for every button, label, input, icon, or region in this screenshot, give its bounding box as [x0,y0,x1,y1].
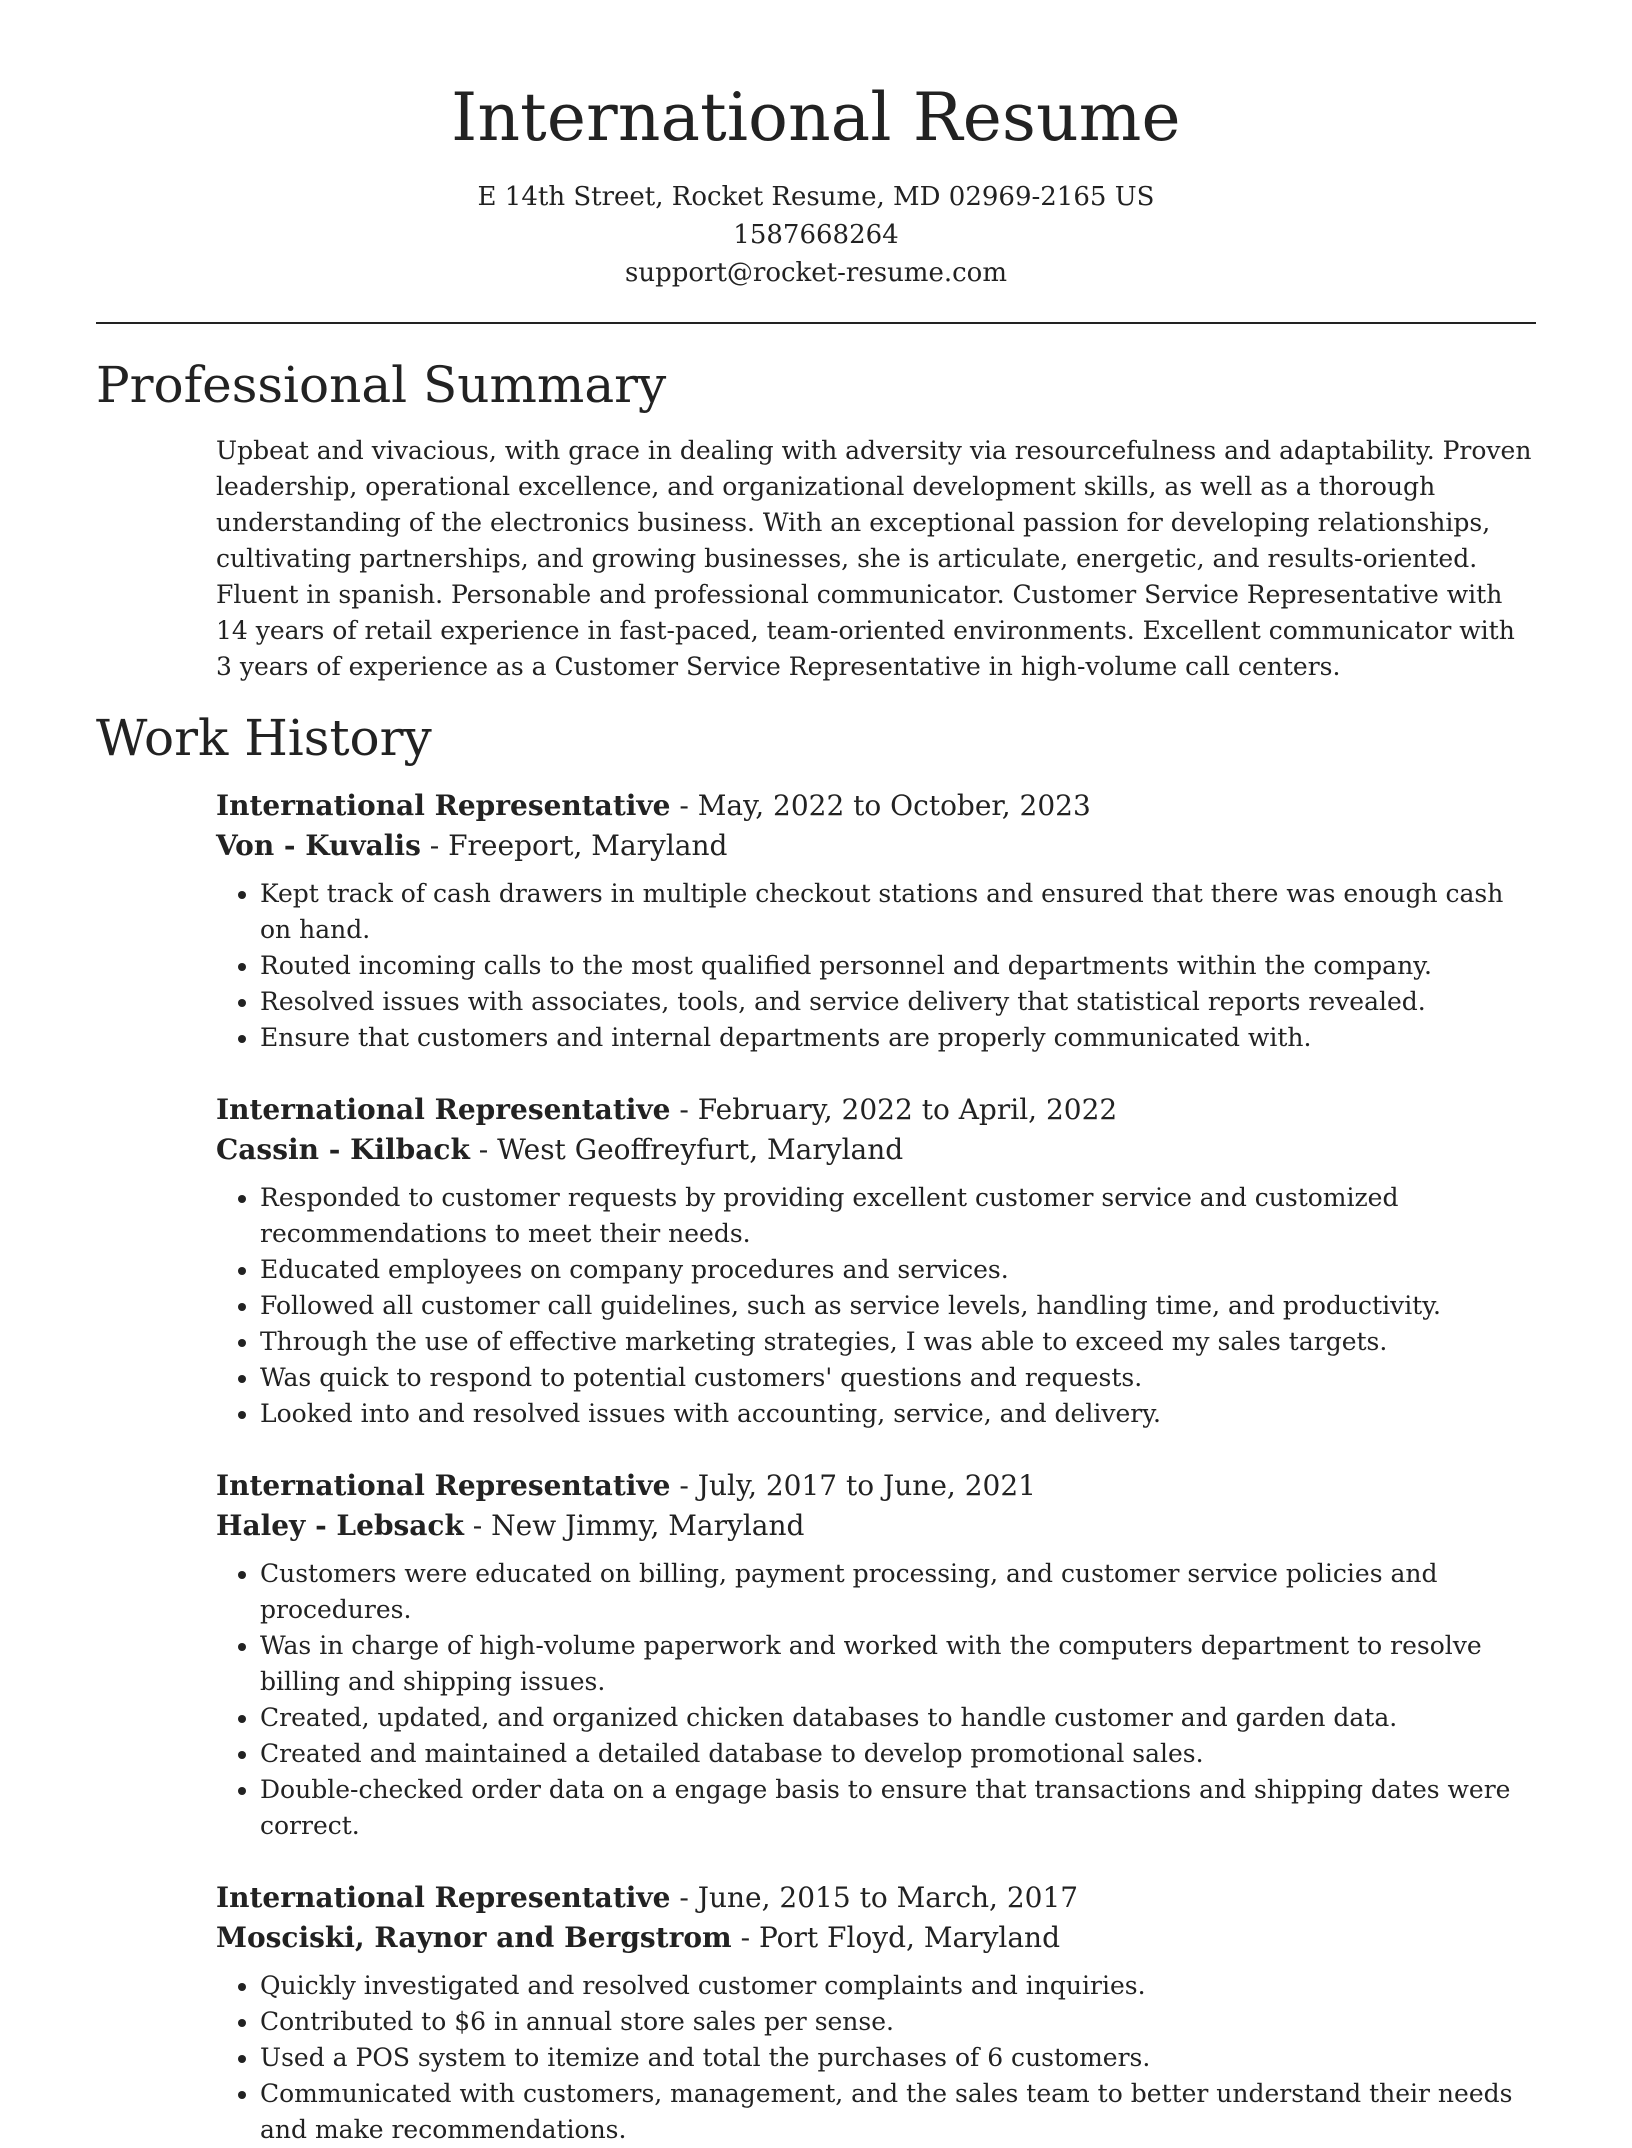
job-duties [216,1968,1536,2148]
list-item: • Created and maintained a detailed database to develop promotional sales. [260,1736,1536,1772]
job-title-line: International Representative - June, 2015 to March, 2017 [216,1880,1079,1914]
section-title-work-history: Work History [96,708,432,767]
phone-number: 1587668264 [733,219,899,250]
job-location: Port Floyd, Maryland [758,1920,1060,1954]
list-item: • Used a POS system to itemize and total the purchases of 6 customers. [260,2040,1536,2076]
job-company-line: Cassin - Kilback - West Geoffreyfurt, Maryland [216,1132,904,1166]
job-title-line: International Representative - July, 2017 to June, 2021 [216,1468,1036,1502]
list-item: • Quickly investigated and resolved customer complaints and inquiries. [260,1968,1536,2004]
resume-header [96,80,1536,292]
header-divider [96,322,1536,324]
job-company: Haley - Lebsack [216,1508,464,1542]
list-item: • Routed incoming calls to the most qualified personnel and departments within the company. [260,948,1536,984]
list-item: • Customers were educated on billing, payment processing, and customer service policies and procedures. [260,1556,1536,1628]
summary-text: Upbeat and vivacious, with grace in dealing with adversity via resourcefulness and adaptability. Proven leadership, operational excellence, and organizational development skills, as well as a thorough understanding of the electronics business. With an exceptional passion for developing relationships, cultivating partnerships, and growing businesses, she is articulate, energetic, and results-oriented. Fluent in spanish. Personable and professional communicator. Customer Service Representative with 14 years of retail experience in fast-paced, team-oriented environments. Excellent communicator with 3 years of experience as a Customer Service Representative in high-volume call centers. [216,435,1532,681]
email-address: support@rocket-resume.com [624,257,1007,288]
job-company: Mosciski, Raynor and Bergstrom [216,1920,732,1954]
list-item: • Responded to customer requests by providing excellent customer service and customized recommendations to meet their needs. [260,1180,1536,1252]
job-title-line: International Representative - May, 2022 to October, 2023 [216,788,1091,822]
list-item: • Double-checked order data on a engage basis to ensure that transactions and shipping dates were correct. [260,1772,1536,1844]
list-item: • Was in charge of high-volume paperwork and worked with the computers department to resolve billing and shipping issues. [260,1628,1536,1700]
list-item: • Looked into and resolved issues with accounting, service, and delivery. [260,1396,1536,1432]
job-company-line: Von - Kuvalis - Freeport, Maryland [216,828,728,862]
job-position: International Representative [216,788,671,822]
job-list [216,786,1536,2148]
job-duties [216,876,1536,1056]
job-position: International Representative [216,1092,671,1126]
list-item: • Was quick to respond to potential customers' questions and requests. [260,1360,1536,1396]
job-duties [216,1180,1536,1432]
list-item: • Created, updated, and organized chicken databases to handle customer and garden data. [260,1700,1536,1736]
list-item: • Followed all customer call guidelines, such as service levels, handling time, and productivity. [260,1288,1536,1324]
list-item: • Communicated with customers, management, and the sales team to better understand their needs and make recommendations. [260,2076,1536,2148]
address: E 14th Street, Rocket Resume, MD 02969-2165 US [477,181,1155,212]
job-entry [216,1466,1536,1844]
job-entry [216,1878,1536,2148]
job-position: International Representative [216,1468,671,1502]
job-company-line: Mosciski, Raynor and Bergstrom - Port Floyd, Maryland [216,1920,1060,1954]
list-item: • Ensure that customers and internal departments are properly communicated with. [260,1020,1536,1056]
job-title-line: International Representative - February, 2022 to April, 2022 [216,1092,1118,1126]
job-dates: June, 2015 to March, 2017 [697,1880,1079,1914]
list-item: • Resolved issues with associates, tools, and service delivery that statistical reports revealed. [260,984,1536,1020]
professional-summary-section [96,355,1536,685]
list-item: • Kept track of cash drawers in multiple checkout stations and ensured that there was enough cash on hand. [260,876,1536,948]
list-item: • Contributed to $6 in annual store sales per sense. [260,2004,1536,2040]
job-dates: July, 2017 to June, 2021 [697,1468,1036,1502]
work-history-section [96,708,1536,2148]
job-location: New Jimmy, Maryland [491,1508,805,1542]
job-location: Freeport, Maryland [448,828,728,862]
job-location: West Geoffreyfurt, Maryland [497,1132,904,1166]
job-dates: May, 2022 to October, 2023 [697,788,1091,822]
job-entry [216,786,1536,1056]
list-item: • Educated employees on company procedures and services. [260,1252,1536,1288]
job-entry [216,1090,1536,1432]
list-item: • Through the use of effective marketing strategies, I was able to exceed my sales targets. [260,1324,1536,1360]
job-company: Von - Kuvalis [216,828,421,862]
job-position: International Representative [216,1880,671,1914]
job-company-line: Haley - Lebsack - New Jimmy, Maryland [216,1508,805,1542]
job-dates: February, 2022 to April, 2022 [697,1092,1118,1126]
section-title-summary: Professional Summary [96,355,667,414]
job-company: Cassin - Kilback [216,1132,470,1166]
job-duties [216,1556,1536,1844]
candidate-name: International Resume [451,79,1181,156]
